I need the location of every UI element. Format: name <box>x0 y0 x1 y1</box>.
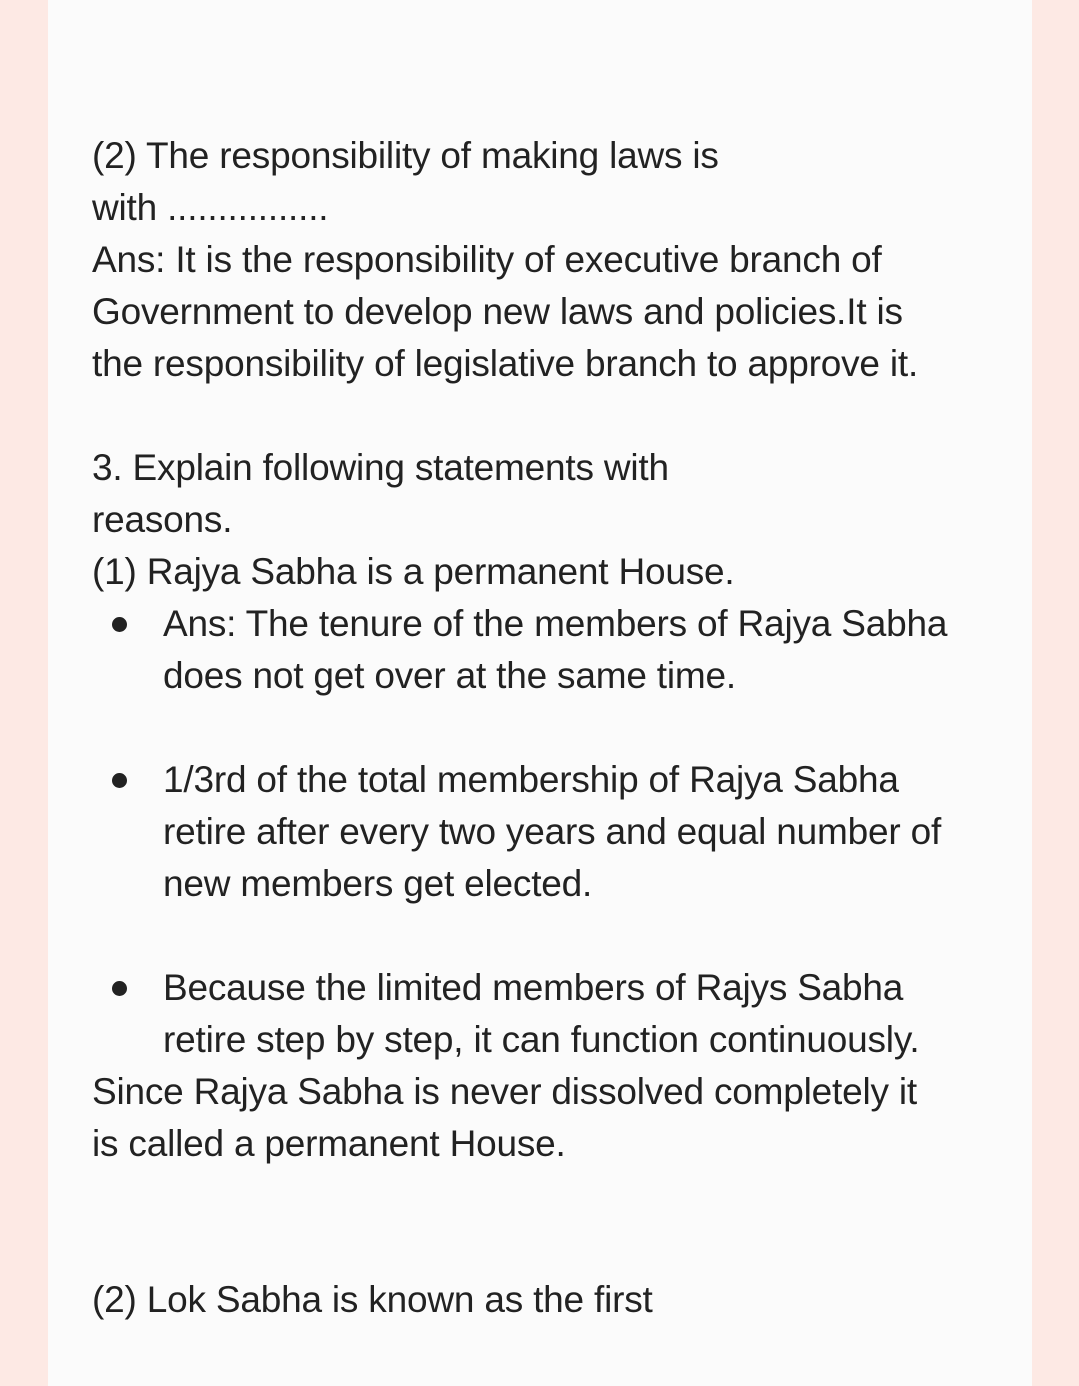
conclusion-text: Since Rajya Sabha is never dissolved completely it <box>92 1071 917 1112</box>
bullet-icon <box>112 773 127 788</box>
list-item-text: 1/3rd of the total membership of Rajya Sabha <box>163 759 899 800</box>
bullet-icon <box>112 617 127 632</box>
question-3-heading: 3. Explain following statements with <box>92 447 669 488</box>
spacer <box>92 702 992 754</box>
bullet-icon <box>112 981 127 996</box>
list-item-text: new members get elected. <box>163 863 593 904</box>
spacer <box>92 1170 992 1274</box>
bullet-list <box>92 598 992 1066</box>
question-3-heading-cont: reasons. <box>92 499 233 540</box>
list-item <box>92 962 992 1066</box>
list-item-text: does not get over at the same time. <box>163 655 736 696</box>
list-item <box>92 754 992 910</box>
list-item-text: Ans: The tenure of the members of Rajya Sabha <box>163 603 948 644</box>
spacer <box>92 910 992 962</box>
list-item-text: retire after every two years and equal number of <box>163 811 942 852</box>
question-2-blank: with ................ <box>92 187 329 228</box>
question-2-text: (2) The responsibility of making laws is <box>92 135 719 176</box>
document-page <box>48 0 1032 1386</box>
document-content <box>92 130 992 1326</box>
list-item <box>92 598 992 702</box>
list-item-text: Because the limited members of Rajys Sabha <box>163 967 904 1008</box>
statement-1-title: (1) Rajya Sabha is a permanent House. <box>92 551 735 592</box>
list-item-text: retire step by step, it can function continuously. <box>163 1019 920 1060</box>
answer-line: the responsibility of legislative branch to approve it. <box>92 343 919 384</box>
conclusion-text: is called a permanent House. <box>92 1123 566 1164</box>
spacer <box>92 390 992 442</box>
answer-line: Ans: It is the responsibility of executive branch of <box>92 239 882 280</box>
statement-2-title: (2) Lok Sabha is known as the first <box>92 1279 653 1320</box>
answer-line: Government to develop new laws and policies.It is <box>92 291 903 332</box>
